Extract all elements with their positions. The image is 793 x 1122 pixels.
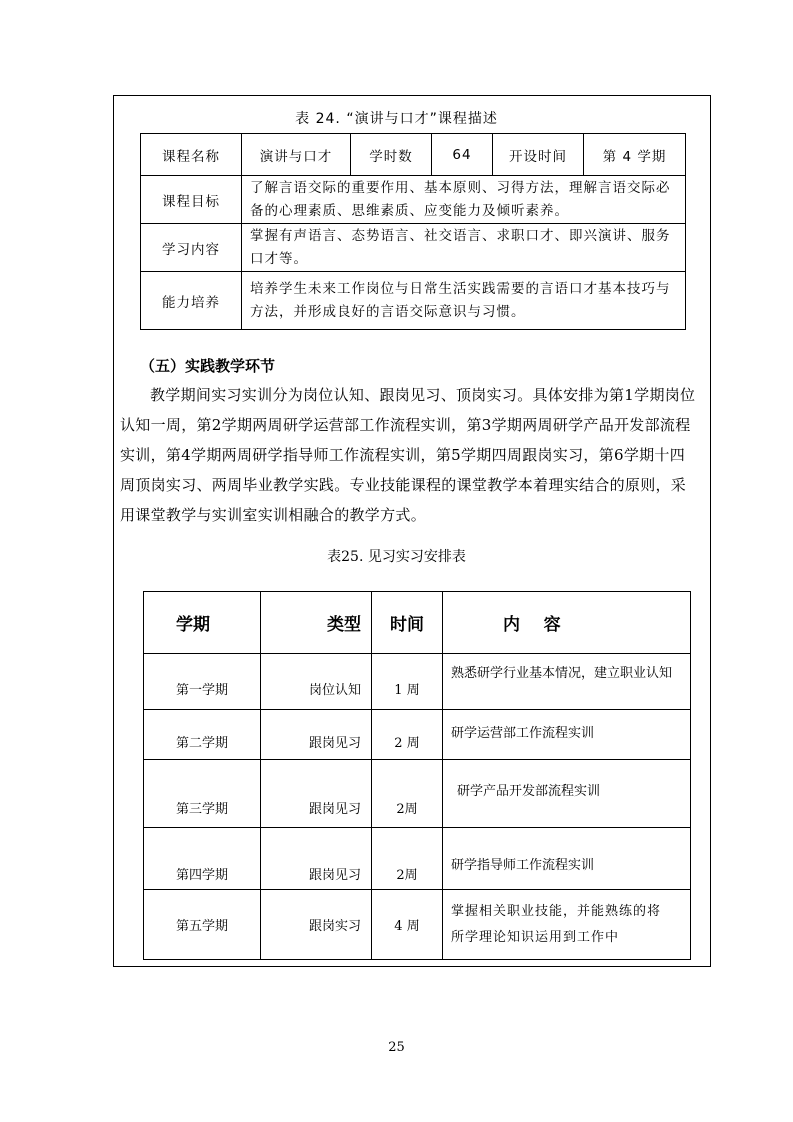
term-label: 开设时间 [493,134,584,176]
term-cell: 第二学期 [144,710,261,760]
header-term: 学期 [144,592,261,654]
header-content: 内 容 [443,592,691,654]
type-cell: 跟岗见习 [261,760,372,828]
time-cell: 4 周 [372,890,443,960]
row-text: 掌握有声语言、态势语言、社交语言、求职口才、即兴演讲、服务口才等。 [242,224,686,272]
content-cell: 熟悉研学行业基本情况，建立职业认知 [443,654,691,710]
row-label: 课程目标 [141,176,242,224]
table-row [144,890,691,960]
table-25-caption: 表25. 见习实习安排表 [327,549,466,565]
content-cell: 掌握相关职业技能，并能熟练的将所学理论知识运用到工作中 [443,890,691,960]
section-title: （五）实践教学环节 [140,357,276,375]
internship-schedule-table [143,591,691,960]
time-cell: 1 周 [372,654,443,710]
table-row [141,134,686,176]
time-cell: 2周 [372,760,443,828]
header-time: 时间 [372,592,443,654]
term-cell: 第一学期 [144,654,261,710]
course-name-label: 课程名称 [141,134,242,176]
course-name-value: 演讲与口才 [242,134,351,176]
type-cell: 岗位认知 [261,654,372,710]
type-cell: 跟岗见习 [261,828,372,890]
content-cell: 研学运营部工作流程实训 [443,710,691,760]
section-paragraph: 教学期间实习实训分为岗位认知、跟岗见习、顶岗实习。具体安排为第1学期岗位认知一周，第2学期两周研学运营部工作流程实训，第3学期两周研学产品开发部流程实训，第4学期两周研学指导师工作流程实训，第5学期四周跟岗实习，第6学期十四周顶岗实习、两周毕业教学实践。专业技能课程的课堂教学本着理实结合的原则，采用课堂教学与实训室实训相融合的教学方式。 [120,386,696,524]
table-row [141,176,686,224]
table-row [144,760,691,828]
table-24-caption: 表 24. “演讲与口才”课程描述 [295,111,498,127]
time-cell: 2周 [372,828,443,890]
table-row [144,828,691,890]
course-description-table [140,133,686,330]
row-text: 了解言语交际的重要作用、基本原则、习得方法，理解言语交际必备的心理素质、思维素质、应变能力及倾听素养。 [242,176,686,224]
table-row [144,710,691,760]
row-label: 学习内容 [141,224,242,272]
row-text: 培养学生未来工作岗位与日常生活实践需要的言语口才基本技巧与方法，并形成良好的言语交际意识与习惯。 [242,272,686,330]
term-cell: 第五学期 [144,890,261,960]
table-row [141,224,686,272]
content-cell: 研学指导师工作流程实训 [443,828,691,890]
term-cell: 第三学期 [144,760,261,828]
row-label: 能力培养 [141,272,242,330]
type-cell: 跟岗见习 [261,710,372,760]
hours-label: 学时数 [351,134,432,176]
table-row [141,272,686,330]
table-row [144,654,691,710]
content-cell: 研学产品开发部流程实训 [443,760,691,828]
time-cell: 2 周 [372,710,443,760]
table-header-row [144,592,691,654]
page-number: 25 [388,1040,405,1055]
term-value: 第 4 学期 [584,134,686,176]
header-type: 类型 [261,592,372,654]
type-cell: 跟岗实习 [261,890,372,960]
hours-value: 64 [432,134,493,176]
term-cell: 第四学期 [144,828,261,890]
